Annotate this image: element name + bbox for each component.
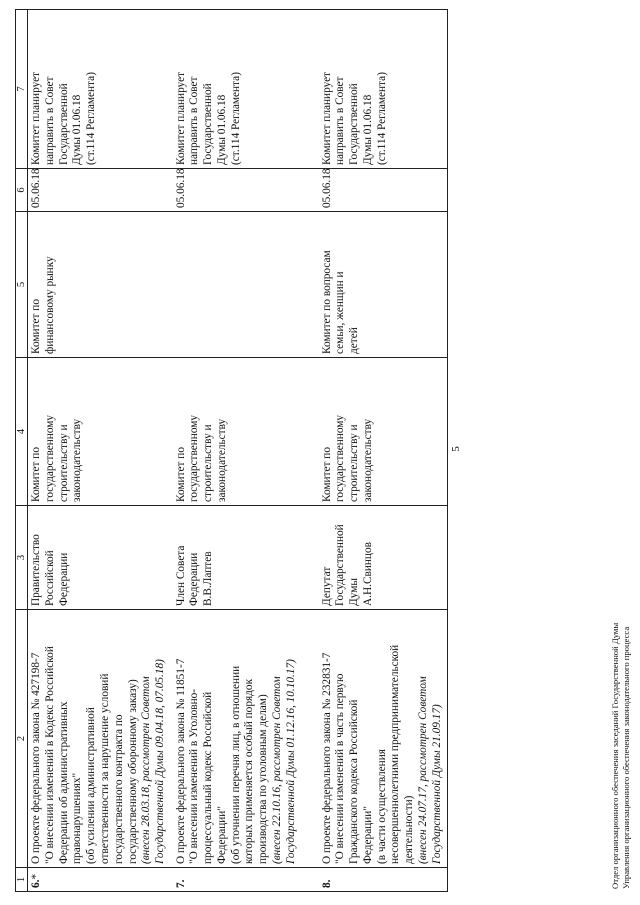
decision-line: Государственной <box>57 83 70 165</box>
decision-line: направить в Совет <box>43 76 56 165</box>
decision-line: Думы 01.06.18 <box>361 94 374 165</box>
column-header: 4 <box>16 358 28 506</box>
author-line: Член Совета <box>174 545 187 606</box>
bill-note-line: Государственной Думы 21.09.17) <box>430 704 443 864</box>
column-header: 6 <box>16 169 28 212</box>
decision-line: Комитет планирует <box>174 71 187 165</box>
decision-line: (ст.114 Регламента) <box>229 72 242 165</box>
bill-title-line: процессуальный кодекс Российской <box>202 691 215 864</box>
committee-line: Комитет по <box>30 446 42 502</box>
bill-title-line: О проекте федерального закона № 427198-7 <box>30 652 42 864</box>
committee-line: законодательству <box>71 418 84 502</box>
bill-note-line: Государственной Думы 09.04.18, 07.05.18) <box>154 659 167 864</box>
decision-line: направить в Совет <box>188 76 201 165</box>
agenda-rows <box>28 10 448 892</box>
table-row <box>28 10 173 892</box>
bill-title-line: Гражданского кодекса Российской <box>348 699 361 864</box>
bill-title-line: правонарушениях" <box>71 772 84 864</box>
column-header: 1 <box>16 868 28 892</box>
committee-line: государственному <box>334 414 347 502</box>
agenda-table <box>15 9 448 892</box>
bill-title-line: (об усилении административной <box>85 707 98 864</box>
table-row <box>319 10 448 892</box>
bill-note-line: (внесен 28.03.18, рассмотрен Советом <box>140 676 153 864</box>
author-line: Думы <box>348 578 361 606</box>
bill-title-line: которых применяется особый порядок <box>243 678 256 864</box>
bill-title-line: государственного контракта по <box>112 714 125 864</box>
co-committee-cell <box>319 212 448 358</box>
footer-note <box>610 623 631 889</box>
bill-title-cell <box>173 610 319 868</box>
committee-line: строительству и <box>202 424 215 502</box>
decision-line: Государственной <box>348 83 361 165</box>
footer-line: Отдел организационного обеспечения заседаний Государственной Думы <box>610 622 620 889</box>
committee-line: государственному <box>188 414 201 502</box>
bill-title-line: О проекте федерального закона № 232831-7 <box>320 652 333 864</box>
author-line: Федерации <box>57 552 70 606</box>
row-number: 6. <box>30 879 42 888</box>
page-number: 5 <box>450 446 462 452</box>
footer-line: Управления организационного обеспечения законодательного процесса <box>620 626 631 889</box>
date-value: 05.06.18 <box>320 168 333 208</box>
date-value: 05.06.18 <box>174 168 187 208</box>
bill-title-cell <box>319 610 448 868</box>
author-line: Российской <box>43 550 56 606</box>
date-cell <box>173 169 319 212</box>
co-committee-line: детей <box>348 327 361 354</box>
decision-line: (ст.114 Регламента) <box>85 72 98 165</box>
author-cell <box>28 506 173 610</box>
decision-line: Думы 01.06.18 <box>215 94 228 165</box>
co-committee-line: Комитет по вопросам <box>320 250 333 354</box>
bill-title-line: (об уточнении перечня лиц, в отношении <box>229 665 242 864</box>
co-committee-line: Комитет по <box>30 298 42 354</box>
bill-note-line: (внесен 24.07.17, рассмотрен Советом <box>417 676 430 864</box>
bill-title-line: "О внесении изменений в Уголовно- <box>188 688 201 864</box>
committee-line: строительству и <box>348 424 361 502</box>
co-committee-cell <box>28 212 173 358</box>
row-number: 8. <box>320 879 333 888</box>
committee-cell <box>28 358 173 506</box>
decision-line: направить в Совет <box>334 76 347 165</box>
committee-line: Комитет по <box>320 446 333 502</box>
author-cell <box>319 506 448 610</box>
row-number-cell <box>319 868 448 892</box>
bill-title-line: ответственности за нарушение условий <box>98 673 111 864</box>
committee-line: Комитет по <box>174 446 187 502</box>
decision-cell <box>173 10 319 169</box>
bill-title-line: деятельности) <box>403 795 416 864</box>
decision-cell <box>319 10 448 169</box>
bill-title-line: Федерации об административных <box>57 701 70 864</box>
bill-title-line: производства по уголовным делам) <box>257 694 270 864</box>
bill-title-line: государственному оборонному заказу) <box>126 679 139 864</box>
committee-line: законодательству <box>215 418 228 502</box>
committee-line: государственному <box>43 414 56 502</box>
committee-line: строительству и <box>57 424 70 502</box>
date-cell <box>319 169 448 212</box>
author-line: А.Н.Свинцов <box>361 542 374 606</box>
priority-mark: * <box>30 873 42 880</box>
bill-note-line: (внесен 22.10.16, рассмотрен Советом <box>271 676 284 864</box>
co-committee-cell <box>173 212 319 358</box>
table-row <box>173 10 319 892</box>
bill-title-line: "О внесении изменений в Кодекс Российской <box>43 646 56 864</box>
bill-title-line: О проекте федерального закона № 11851-7 <box>174 658 187 864</box>
committee-cell <box>319 358 448 506</box>
column-number-row <box>16 10 28 892</box>
bill-title-line: Федерации" <box>361 806 374 864</box>
date-cell <box>28 169 173 212</box>
date-value: 05.06.18 <box>30 168 42 208</box>
decision-line: (ст.114 Регламента) <box>375 72 388 165</box>
bill-title-line: "О внесении изменений в часть первую <box>334 673 347 864</box>
decision-line: Думы 01.06.18 <box>71 94 84 165</box>
committee-line: законодательству <box>361 418 374 502</box>
decision-line: Комитет планирует <box>30 71 42 165</box>
column-header: 5 <box>16 212 28 358</box>
bill-title-line: (в части осуществления <box>375 749 388 864</box>
author-line: В.В.Лаптев <box>202 551 215 606</box>
decision-cell <box>28 10 173 169</box>
co-committee-line: семьи, женщин и <box>334 271 347 354</box>
committee-cell <box>173 358 319 506</box>
bill-title-line: Федерации" <box>215 806 228 864</box>
decision-line: Государственной <box>202 83 215 165</box>
column-header: 7 <box>16 10 28 169</box>
author-cell <box>173 506 319 610</box>
decision-line: Комитет планирует <box>320 71 333 165</box>
co-committee-line: финансовому рынку <box>43 256 56 354</box>
row-number-cell <box>173 868 319 892</box>
bill-title-cell <box>28 610 173 868</box>
author-line: Правительство <box>30 534 42 606</box>
author-line: Депутат <box>320 566 333 606</box>
bill-note-line: Государственной Думы 01.12.16, 10.10.17) <box>284 659 297 864</box>
author-line: Государственной <box>334 524 347 606</box>
column-header: 3 <box>16 506 28 610</box>
row-number: 7. <box>174 879 187 888</box>
author-line: Федерации <box>188 552 201 606</box>
column-header: 2 <box>16 610 28 868</box>
bill-title-line: несовершеннолетними предпринимательской <box>389 644 402 864</box>
row-number-cell <box>28 868 173 892</box>
